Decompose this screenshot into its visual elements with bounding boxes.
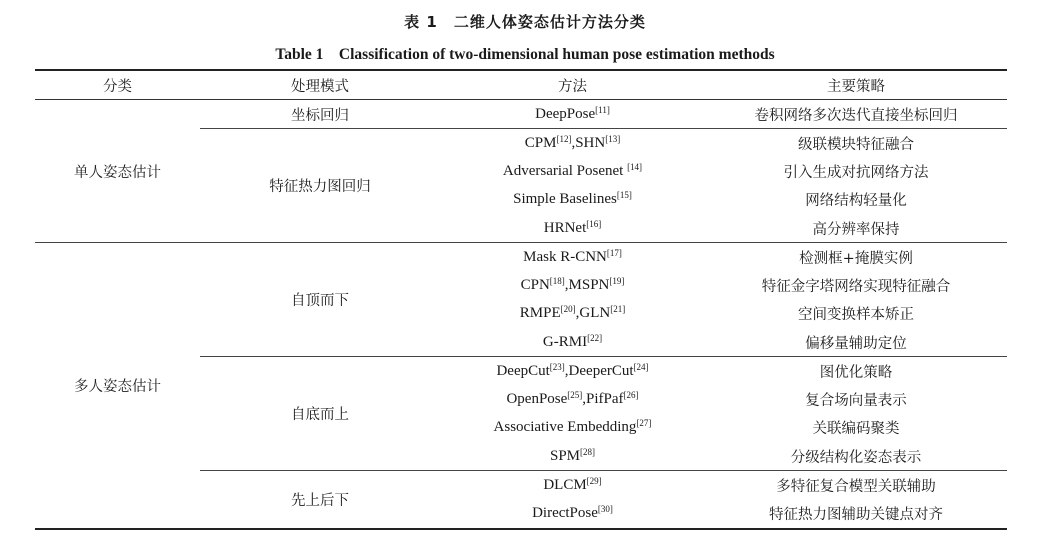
method-name: RMPE: [519, 305, 561, 322]
method-cell: [440, 414, 705, 442]
method-cell: [440, 357, 705, 386]
strategy-cell: 偏移量辅助定位: [705, 328, 1007, 357]
method-name: ,DeeperCut: [564, 362, 634, 379]
table-row: [35, 243, 1007, 272]
citation-ref: [19]: [609, 276, 625, 287]
citation-ref: [27]: [636, 418, 652, 429]
table-title-en: Table 1 Classification of two-dimensional human pose estimation methods: [275, 46, 775, 63]
table-row: [35, 100, 1007, 129]
table-title-cn: 表 1 二维人体姿态估计方法分类: [404, 13, 646, 31]
method-cell: [440, 300, 705, 328]
strategy-cell: 高分辨率保持: [705, 214, 1007, 243]
citation-ref: [25]: [567, 390, 583, 401]
method-name: DLCM: [543, 476, 587, 493]
citation-ref: [14]: [627, 162, 643, 173]
method-cell: [440, 214, 705, 243]
mode-cell: 坐标回归: [200, 100, 440, 129]
strategy-cell: 级联模块特征融合: [798, 136, 914, 153]
header-strategy: 主要策略: [705, 70, 1007, 100]
category-cell: 单人姿态估计: [35, 100, 200, 243]
mode-cell: 自顶而下: [200, 243, 440, 357]
method-name: Mask R-CNN: [523, 248, 607, 265]
method-name: ,MSPN: [564, 277, 610, 294]
method-cell: [440, 158, 705, 186]
mode-cell: 自底而上: [200, 357, 440, 471]
citation-ref: [29]: [586, 475, 602, 486]
citation-ref: [16]: [586, 218, 602, 229]
method-name: CPM: [524, 134, 557, 151]
header-category: 分类: [35, 70, 200, 100]
citation-ref: [23]: [549, 361, 565, 372]
method-cell: [440, 100, 705, 129]
strategy-cell: 引入生成对抗网络方法: [783, 165, 929, 182]
method-name: Simple Baselines: [513, 191, 617, 208]
strategy-cell: 特征热力图辅助关键点对齐: [769, 507, 943, 524]
strategy-cell: 网络结构轻量化: [805, 193, 907, 210]
method-name: G-RMI: [542, 333, 588, 350]
citation-ref: [28]: [580, 446, 596, 457]
method-name: SPM: [549, 447, 581, 464]
method-cell: [440, 442, 705, 471]
mode-cell: 先上后下: [291, 493, 349, 509]
method-cell: [440, 272, 705, 300]
method-cell: [440, 500, 705, 529]
method-name: CPN: [520, 277, 550, 294]
method-name: ,PifPaf: [582, 391, 624, 408]
method-name: Associative Embedding: [493, 419, 637, 436]
method-cell: [440, 243, 705, 272]
citation-ref: [12]: [556, 133, 572, 144]
method-cell: [440, 186, 705, 214]
strategy-cell: 分级结构化姿态表示: [705, 442, 1007, 471]
strategy-cell: 关联编码聚类: [812, 421, 900, 438]
strategy-cell: 复合场向量表示: [805, 393, 907, 410]
strategy-cell: 特征金字塔网络实现特征融合: [761, 279, 951, 296]
citation-ref: [18]: [549, 276, 565, 287]
strategy-cell: 空间变换样本矫正: [798, 307, 914, 324]
header-row: [35, 70, 1007, 100]
citation-ref: [24]: [633, 361, 649, 372]
citation-ref: [11]: [595, 104, 610, 115]
category-cell: 多人姿态估计: [74, 379, 161, 395]
strategy-cell: 多特征复合模型关联辅助: [776, 478, 936, 495]
method-name: DirectPose: [532, 505, 598, 522]
method-name: DeepCut: [496, 362, 550, 379]
citation-ref: [13]: [605, 133, 621, 144]
method-name: OpenPose: [506, 391, 568, 408]
method-cell: [440, 386, 705, 414]
citation-ref: [17]: [606, 247, 622, 258]
method-name: Adversarial Posenet: [502, 163, 628, 180]
pose-method-table: [35, 69, 1007, 530]
strategy-cell: 卷积网络多次迭代直接坐标回归: [705, 100, 1007, 129]
header-mode: 处理模式: [200, 70, 440, 100]
header-method: 方法: [440, 70, 705, 100]
citation-ref: [20]: [560, 304, 576, 315]
citation-ref: [15]: [616, 190, 632, 201]
method-name: DeepPose: [535, 105, 596, 122]
method-cell: [440, 328, 705, 357]
citation-ref: [30]: [597, 504, 613, 515]
strategy-cell: 图优化策略: [819, 364, 893, 381]
mode-cell: 特征热力图回归: [200, 129, 440, 243]
method-name: ,SHN: [571, 134, 606, 151]
method-cell: [440, 129, 705, 158]
citation-ref: [26]: [623, 390, 639, 401]
method-name: HRNet: [543, 219, 587, 236]
method-name: ,GLN: [575, 305, 611, 322]
citation-ref: [22]: [587, 332, 603, 343]
strategy-cell: 检测框+掩膜实例: [799, 250, 913, 267]
method-cell: [440, 471, 705, 500]
citation-ref: [21]: [610, 304, 626, 315]
